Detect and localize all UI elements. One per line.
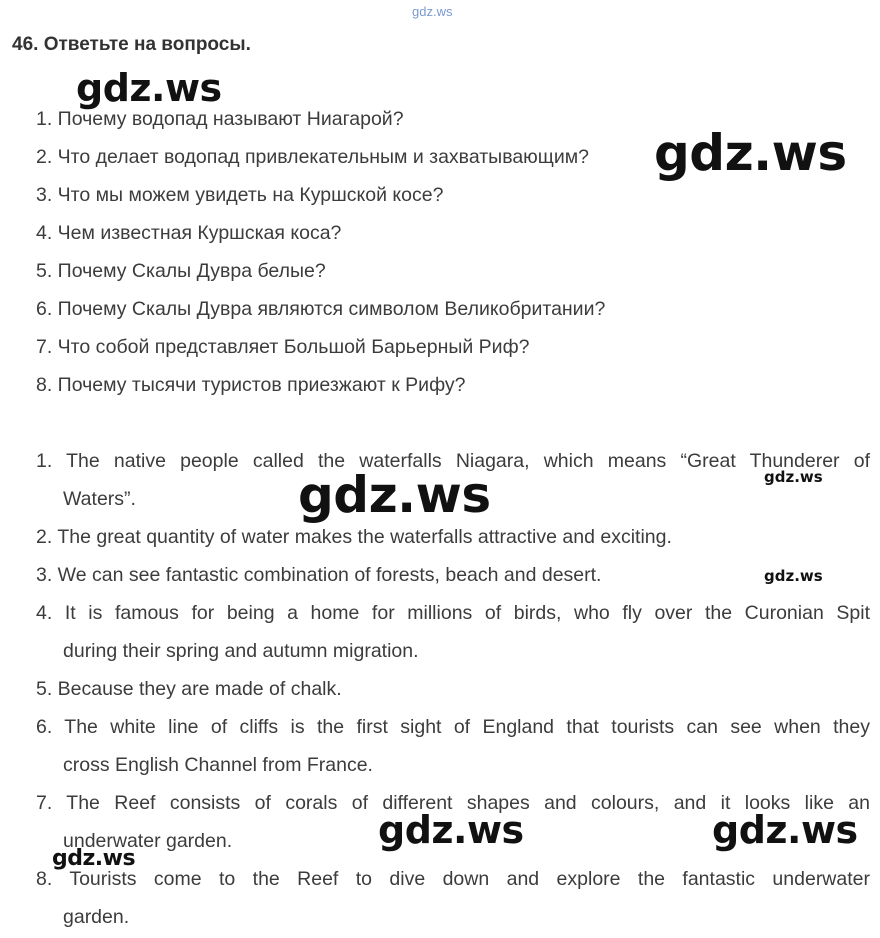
question-7: 7. Что собой представляет Большой Барьерный Риф? xyxy=(36,336,530,358)
watermark-logo: gdz.ws xyxy=(712,808,858,852)
watermark-logo: gdz.ws xyxy=(764,468,823,486)
answer-4-line-2: during their spring and autumn migration. xyxy=(63,640,419,662)
watermark-logo: gdz.ws xyxy=(764,567,823,585)
exercise-heading: 46. Ответьте на вопросы. xyxy=(12,34,251,55)
question-8: 8. Почему тысячи туристов приезжают к Рифу? xyxy=(36,374,466,396)
watermark-logo: gdz.ws xyxy=(654,124,847,182)
answer-1-line-1: 1. The native people called the waterfalls Niagara, which means “Great Thunderer of xyxy=(36,450,870,472)
watermark-logo: gdz.ws xyxy=(76,66,222,110)
watermark-logo: gdz.ws xyxy=(52,846,136,871)
top-watermark: gdz.ws xyxy=(412,4,453,19)
watermark-logo: gdz.ws xyxy=(378,808,524,852)
answer-7-line-1: 7. The Reef consists of corals of different shapes and colours, and it looks like an xyxy=(36,792,870,814)
question-4: 4. Чем известная Куршская коса? xyxy=(36,222,342,244)
answer-7-line-2: underwater garden. xyxy=(63,830,233,852)
watermark-logo: gdz.ws xyxy=(298,466,491,524)
question-6: 6. Почему Скалы Дувра являются символом Великобритании? xyxy=(36,298,606,320)
question-3: 3. Что мы можем увидеть на Куршской косе? xyxy=(36,184,444,206)
question-1: 1. Почему водопад называют Ниагарой? xyxy=(36,108,404,130)
question-5: 5. Почему Скалы Дувра белые? xyxy=(36,260,326,282)
answer-4-line-1: 4. It is famous for being a home for millions of birds, who fly over the Curonian Spit xyxy=(36,602,870,624)
question-2: 2. Что делает водопад привлекательным и захватывающим? xyxy=(36,146,589,168)
answer-8-line-2: garden. xyxy=(63,906,130,928)
answer-5: 5. Because they are made of chalk. xyxy=(36,678,342,700)
answer-2: 2. The great quantity of water makes the waterfalls attractive and exciting. xyxy=(36,526,672,548)
answer-6-line-2: cross English Channel from France. xyxy=(63,754,373,776)
answer-3: 3. We can see fantastic combination of forests, beach and desert. xyxy=(36,564,602,586)
answer-1-line-2: Waters”. xyxy=(63,488,136,510)
answer-6-line-1: 6. The white line of cliffs is the first sight of England that tourists can see when they xyxy=(36,716,870,738)
answer-8-line-1: 8. Tourists come to the Reef to dive down and explore the fantastic underwater xyxy=(36,868,870,890)
